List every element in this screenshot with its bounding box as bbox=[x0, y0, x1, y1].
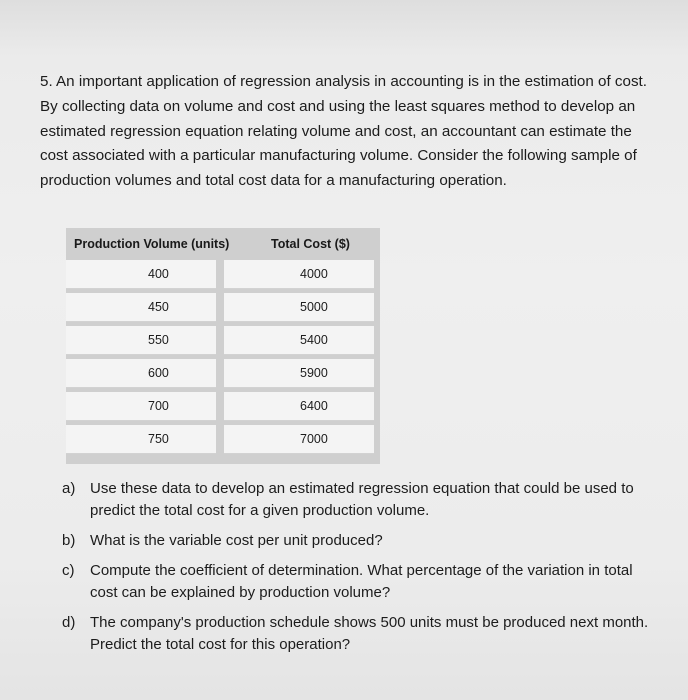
cell-volume: 550 bbox=[148, 333, 169, 347]
question-label: b) bbox=[62, 532, 76, 549]
question-c bbox=[62, 560, 652, 604]
cell-volume: 400 bbox=[148, 267, 169, 281]
table-row bbox=[66, 392, 380, 422]
data-table bbox=[66, 228, 380, 464]
table-row bbox=[66, 425, 380, 455]
problem-statement: 5. An important application of regression analysis in accounting is in the estimation of cost. By collecting data on volume and cost and using the least squares method to develop an estimated regression equation relating volume and cost, an accountant can estimate the cost associated with a particular manufacturing volume. Consider the following sample of production volumes and total cost data for a manufacturing operation. bbox=[40, 73, 647, 190]
cell-cost: 5400 bbox=[300, 333, 328, 347]
header-total-cost: Total Cost ($) bbox=[271, 237, 350, 251]
question-label: c) bbox=[62, 562, 75, 579]
cell-cost: 4000 bbox=[300, 267, 328, 281]
question-d bbox=[62, 612, 652, 656]
question-label: d) bbox=[62, 614, 76, 631]
cell-volume: 700 bbox=[148, 399, 169, 413]
question-text: What is the variable cost per unit produced? bbox=[90, 532, 383, 549]
cell-volume: 450 bbox=[148, 300, 169, 314]
table-header bbox=[66, 228, 380, 260]
table-row bbox=[66, 326, 380, 356]
question-a bbox=[62, 478, 652, 522]
table-row bbox=[66, 359, 380, 389]
question-text: Compute the coefficient of determination. What percentage of the variation in total cost can be explained by production volume? bbox=[90, 562, 633, 601]
table-row bbox=[66, 260, 380, 290]
question-text: The company's production schedule shows 500 units must be produced next month. Predict the total cost for this operation? bbox=[90, 614, 649, 653]
cell-cost: 6400 bbox=[300, 399, 328, 413]
question-text: Use these data to develop an estimated regression equation that could be used to predict the total cost for a given production volume. bbox=[90, 480, 634, 519]
cell-volume: 750 bbox=[148, 432, 169, 446]
header-production-volume: Production Volume (units) bbox=[74, 237, 230, 251]
cell-volume: 600 bbox=[148, 366, 169, 380]
cell-cost: 5000 bbox=[300, 300, 328, 314]
question-list bbox=[62, 478, 652, 664]
question-b bbox=[62, 530, 652, 552]
table-row bbox=[66, 293, 380, 323]
question-label: a) bbox=[62, 480, 76, 497]
cell-cost: 7000 bbox=[300, 432, 328, 446]
cell-cost: 5900 bbox=[300, 366, 328, 380]
